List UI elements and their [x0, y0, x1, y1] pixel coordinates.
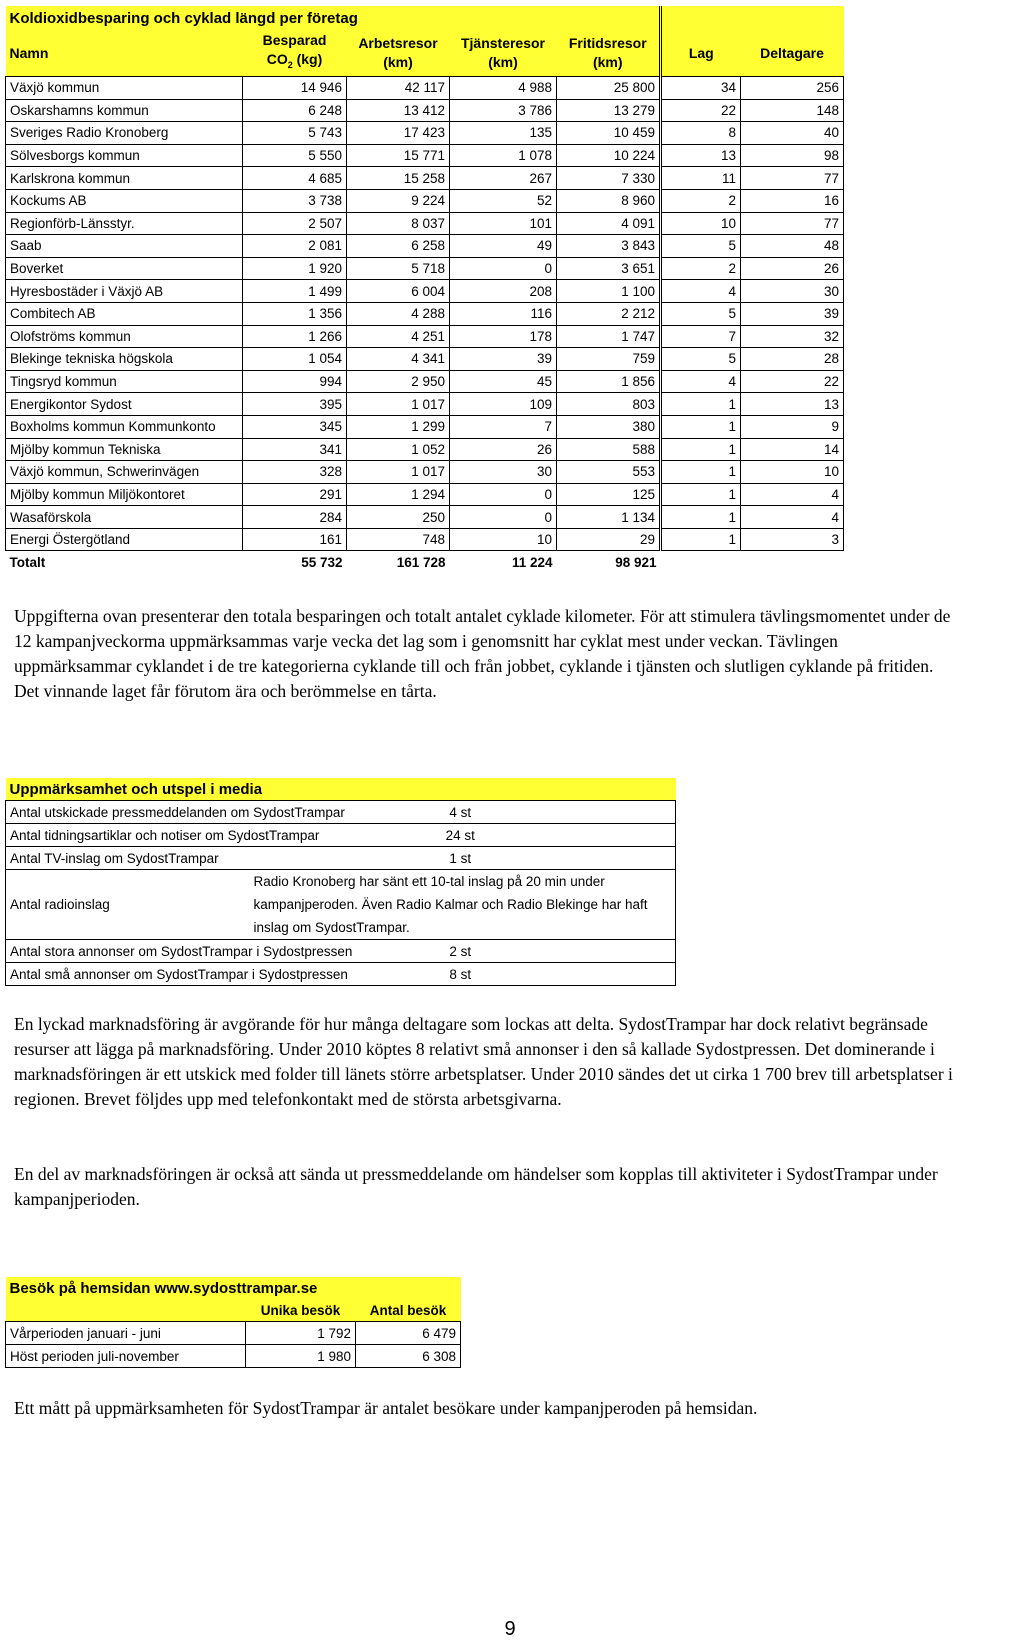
media-label: Antal utskickade pressmeddelanden om SydostTrampar [6, 801, 246, 824]
total-row [6, 551, 844, 574]
teams-cell: 11 [661, 167, 741, 190]
leisure-cell: 3 651 [557, 257, 661, 280]
company-name-cell: Hyresbostäder i Växjö AB [6, 280, 243, 303]
header-service: Tjänsteresor (km) [450, 30, 557, 77]
leisure-cell: 553 [557, 461, 661, 484]
total-label: Totalt [9, 554, 46, 570]
header-name: Namn [6, 30, 243, 77]
co2-cell: 328 [243, 461, 347, 484]
table-row [6, 506, 844, 529]
co2-cell: 3 738 [243, 189, 347, 212]
service-cell: 1 078 [450, 144, 557, 167]
teams-cell: 7 [661, 325, 741, 348]
co2-cell: 2 081 [243, 235, 347, 258]
service-cell: 52 [450, 189, 557, 212]
company-name-cell: Regionförb-Länsstyr. [6, 212, 243, 235]
table-row [6, 189, 844, 212]
participants-cell: 48 [741, 235, 844, 258]
work-cell: 4 341 [347, 348, 450, 371]
participants-cell: 9 [741, 415, 844, 438]
table-row [6, 483, 844, 506]
leisure-cell: 4 091 [557, 212, 661, 235]
co2-cell: 1 499 [243, 280, 347, 303]
participants-cell: 77 [741, 167, 844, 190]
work-cell: 1 299 [347, 415, 450, 438]
teams-cell: 1 [661, 393, 741, 416]
co2-cell: 341 [243, 438, 347, 461]
company-name-cell: Växjö kommun, Schwerinvägen [6, 461, 243, 484]
teams-cell: 4 [661, 370, 741, 393]
leisure-cell: 1 134 [557, 506, 661, 529]
participants-cell: 32 [741, 325, 844, 348]
co2-cell: 6 248 [243, 99, 347, 122]
media-table [5, 778, 676, 986]
service-cell: 3 786 [450, 99, 557, 122]
participants-cell: 256 [741, 77, 844, 100]
header-leisure: Fritidsresor (km) [557, 30, 661, 77]
work-cell: 5 718 [347, 257, 450, 280]
participants-cell: 30 [741, 280, 844, 303]
paragraph-marketing: En lyckad marknadsföring är avgörande för hur många deltagare som lockas att delta. SydostTrampar har dock relativt begränsade resurser att lägga på marknadsföring. Under 2010 köptes 8 relativt små annonser i den så kallade Sydostpressen. Det dominerande i marknadsföringen är ett utskick med folder till länets större arbetsplatser. Under 2010 sändes det ut cirka 1 700 brev till arbetsplatser i regionen. Brevet följdes upp med telefonkontakt med de största arbetsgivarna. [14, 1014, 953, 1109]
leisure-cell: 29 [557, 528, 661, 551]
service-cell: 45 [450, 370, 557, 393]
company-name-cell: Kockums AB [6, 189, 243, 212]
leisure-cell: 10 459 [557, 122, 661, 145]
work-cell: 250 [347, 506, 450, 529]
service-cell: 7 [450, 415, 557, 438]
table-row [6, 122, 844, 145]
service-cell: 39 [450, 348, 557, 371]
co2-cell: 5 550 [243, 144, 347, 167]
company-name-cell: Combitech AB [6, 302, 243, 325]
table-row [6, 438, 844, 461]
media-row [6, 870, 676, 940]
work-cell: 6 258 [347, 235, 450, 258]
teams-cell: 8 [661, 122, 741, 145]
work-cell: 15 258 [347, 167, 450, 190]
work-cell: 8 037 [347, 212, 450, 235]
teams-cell: 5 [661, 302, 741, 325]
work-cell: 1 017 [347, 461, 450, 484]
participants-cell: 148 [741, 99, 844, 122]
co2-cell: 395 [243, 393, 347, 416]
leisure-cell: 380 [557, 415, 661, 438]
table-row [6, 235, 844, 258]
unique-visits-cell: 1 980 [246, 1345, 356, 1368]
teams-cell: 1 [661, 483, 741, 506]
co2-cell: 1 920 [243, 257, 347, 280]
table-row [6, 167, 844, 190]
header-unique-visits: Unika besök [246, 1299, 356, 1322]
teams-cell: 1 [661, 415, 741, 438]
service-cell: 26 [450, 438, 557, 461]
company-name-cell: Växjö kommun [6, 77, 243, 100]
participants-cell: 13 [741, 393, 844, 416]
paragraph-press: En del av marknadsföringen är också att sända ut pressmeddelande om händelser som kopplas till aktiviteter i SydostTrampar under kampanjperioden. [14, 1164, 938, 1209]
table-row [6, 528, 844, 551]
company-table-title: Koldioxidbesparing och cyklad längd per företag [6, 6, 661, 30]
company-name-cell: Sölvesborgs kommun [6, 144, 243, 167]
participants-cell: 39 [741, 302, 844, 325]
teams-cell: 22 [661, 99, 741, 122]
company-name-cell: Oskarshamns kommun [6, 99, 243, 122]
work-cell: 15 771 [347, 144, 450, 167]
leisure-cell: 8 960 [557, 189, 661, 212]
table-row [6, 77, 844, 100]
table-row [6, 212, 844, 235]
visits-row [6, 1322, 461, 1345]
media-table-title: Uppmärksamhet och utspel i media [6, 778, 676, 801]
participants-cell: 4 [741, 483, 844, 506]
media-label: Antal radioinslag [6, 870, 246, 940]
total-leisure: 98 921 [615, 554, 657, 570]
leisure-cell: 10 224 [557, 144, 661, 167]
leisure-cell: 759 [557, 348, 661, 371]
company-name-cell: Tingsryd kommun [6, 370, 243, 393]
co2-cell: 1 266 [243, 325, 347, 348]
co2-cell: 1 054 [243, 348, 347, 371]
work-cell: 1 294 [347, 483, 450, 506]
work-cell: 17 423 [347, 122, 450, 145]
leisure-cell: 1 856 [557, 370, 661, 393]
visits-table-title: Besök på hemsidan www.sydosttrampar.se [6, 1277, 461, 1299]
media-value: 1 st [246, 847, 676, 870]
header-co2: Besparad $CO_2$ (kg) [243, 30, 347, 77]
company-name-cell: Saab [6, 235, 243, 258]
leisure-cell: 7 330 [557, 167, 661, 190]
service-cell: 0 [450, 506, 557, 529]
company-name-cell: Boxholms kommun Kommunkonto [6, 415, 243, 438]
service-cell: 101 [450, 212, 557, 235]
media-row [6, 847, 676, 870]
co2-cell: 2 507 [243, 212, 347, 235]
participants-cell: 28 [741, 348, 844, 371]
company-name-cell: Blekinge tekniska högskola [6, 348, 243, 371]
service-cell: 135 [450, 122, 557, 145]
participants-cell: 3 [741, 528, 844, 551]
teams-cell: 1 [661, 528, 741, 551]
participants-cell: 14 [741, 438, 844, 461]
company-name-cell: Sveriges Radio Kronoberg [6, 122, 243, 145]
teams-cell: 34 [661, 77, 741, 100]
participants-cell: 22 [741, 370, 844, 393]
participants-cell: 4 [741, 506, 844, 529]
header-work: Arbetsresor (km) [347, 30, 450, 77]
table-row [6, 415, 844, 438]
co2-cell: 4 685 [243, 167, 347, 190]
leisure-cell: 3 843 [557, 235, 661, 258]
co2-cell: 14 946 [243, 77, 347, 100]
media-value: Radio Kronoberg har sänt ett 10-tal inslag på 20 min under kampanjperoden. Även Radio Kalmar och Radio Blekinge har haft inslag om SydostTrampar. [246, 870, 676, 940]
total-service: 11 224 [511, 554, 553, 570]
header-teams: Lag [661, 30, 741, 77]
table-row [6, 370, 844, 393]
work-cell: 4 251 [347, 325, 450, 348]
media-value: 24 st [246, 824, 676, 847]
participants-cell: 98 [741, 144, 844, 167]
service-cell: 0 [450, 483, 557, 506]
participants-cell: 77 [741, 212, 844, 235]
service-cell: 267 [450, 167, 557, 190]
teams-cell: 4 [661, 280, 741, 303]
total-visits-cell: 6 479 [356, 1322, 461, 1345]
media-label: Antal tidningsartiklar och notiser om SydostTrampar [6, 824, 246, 847]
teams-cell: 2 [661, 189, 741, 212]
unique-visits-cell: 1 792 [246, 1322, 356, 1345]
media-row [6, 963, 676, 986]
participants-cell: 10 [741, 461, 844, 484]
teams-cell: 5 [661, 235, 741, 258]
work-cell: 748 [347, 528, 450, 551]
service-cell: 178 [450, 325, 557, 348]
media-value: 8 st [246, 963, 676, 986]
leisure-cell: 1 747 [557, 325, 661, 348]
company-name-cell: Karlskrona kommun [6, 167, 243, 190]
period-cell: Vårperioden januari - juni [6, 1322, 246, 1345]
work-cell: 2 950 [347, 370, 450, 393]
teams-cell: 10 [661, 212, 741, 235]
company-name-cell: Wasaförskola [6, 506, 243, 529]
service-cell: 10 [450, 528, 557, 551]
table-row [6, 257, 844, 280]
work-cell: 6 004 [347, 280, 450, 303]
table-row [6, 144, 844, 167]
service-cell: 49 [450, 235, 557, 258]
total-work: 161 728 [396, 554, 446, 570]
total-visits-cell: 6 308 [356, 1345, 461, 1368]
participants-cell: 40 [741, 122, 844, 145]
table-row [6, 393, 844, 416]
service-cell: 0 [450, 257, 557, 280]
media-row [6, 801, 676, 824]
teams-cell: 5 [661, 348, 741, 371]
co2-cell: 161 [243, 528, 347, 551]
company-name-cell: Mjölby kommun Tekniska [6, 438, 243, 461]
participants-cell: 26 [741, 257, 844, 280]
media-label: Antal TV-inslag om SydostTrampar [6, 847, 246, 870]
service-cell: 30 [450, 461, 557, 484]
work-cell: 4 288 [347, 302, 450, 325]
company-name-cell: Olofströms kommun [6, 325, 243, 348]
work-cell: 13 412 [347, 99, 450, 122]
table-row [6, 99, 844, 122]
media-row [6, 940, 676, 963]
media-label: Antal små annonser om SydostTrampar i Sydostpressen [6, 963, 246, 986]
company-name-cell: Energikontor Sydost [6, 393, 243, 416]
visits-row [6, 1345, 461, 1368]
leisure-cell: 588 [557, 438, 661, 461]
leisure-cell: 2 212 [557, 302, 661, 325]
total-co2: 55 732 [301, 554, 343, 570]
teams-cell: 1 [661, 506, 741, 529]
work-cell: 1 052 [347, 438, 450, 461]
leisure-cell: 1 100 [557, 280, 661, 303]
leisure-cell: 803 [557, 393, 661, 416]
teams-cell: 13 [661, 144, 741, 167]
company-table [5, 6, 844, 573]
visits-table [5, 1277, 461, 1368]
company-name-cell: Mjölby kommun Miljökontoret [6, 483, 243, 506]
table-row [6, 348, 844, 371]
teams-cell: 1 [661, 461, 741, 484]
table-row [6, 325, 844, 348]
table-row [6, 280, 844, 303]
paragraph-intro: Uppgifterna ovan presenterar den totala besparingen och totalt antalet cyklade kilometer. För att stimulera tävlingsmomentet under de 12 kampanjveckorma uppmärksammas varje vecka det lag som i genomsnitt har cyklat mest under veckan. Tävlingen uppmärksammar cyklandet i de tre kategorierna cyklande till och från jobbet, cyklande i tjänsten och slutligen cyklande på fritiden. Det vinnande laget får förutom ära och berömmelse en tårta. [14, 606, 951, 701]
service-cell: 109 [450, 393, 557, 416]
period-cell: Höst perioden juli-november [6, 1345, 246, 1368]
paragraph-visits: Ett mått på uppmärksamheten för SydostTrampar är antalet besökare under kampanjperoden på hemsidan. [14, 1398, 758, 1418]
leisure-cell: 13 279 [557, 99, 661, 122]
page-number: 9 [504, 1618, 516, 1640]
work-cell: 9 224 [347, 189, 450, 212]
co2-cell: 5 743 [243, 122, 347, 145]
company-name-cell: Boverket [6, 257, 243, 280]
co2-cell: 994 [243, 370, 347, 393]
service-cell: 4 988 [450, 77, 557, 100]
header-participants: Deltagare [741, 30, 844, 77]
media-row [6, 824, 676, 847]
participants-cell: 16 [741, 189, 844, 212]
header-total-visits: Antal besök [356, 1299, 461, 1322]
work-cell: 42 117 [347, 77, 450, 100]
media-value: 4 st [246, 801, 676, 824]
leisure-cell: 25 800 [557, 77, 661, 100]
table-row [6, 302, 844, 325]
media-value: 2 st [246, 940, 676, 963]
company-name-cell: Energi Östergötland [6, 528, 243, 551]
leisure-cell: 125 [557, 483, 661, 506]
co2-cell: 284 [243, 506, 347, 529]
table-row [6, 461, 844, 484]
service-cell: 116 [450, 302, 557, 325]
co2-cell: 1 356 [243, 302, 347, 325]
work-cell: 1 017 [347, 393, 450, 416]
co2-cell: 291 [243, 483, 347, 506]
media-label: Antal stora annonser om SydostTrampar i Sydostpressen [6, 940, 246, 963]
service-cell: 208 [450, 280, 557, 303]
teams-cell: 2 [661, 257, 741, 280]
co2-cell: 345 [243, 415, 347, 438]
teams-cell: 1 [661, 438, 741, 461]
